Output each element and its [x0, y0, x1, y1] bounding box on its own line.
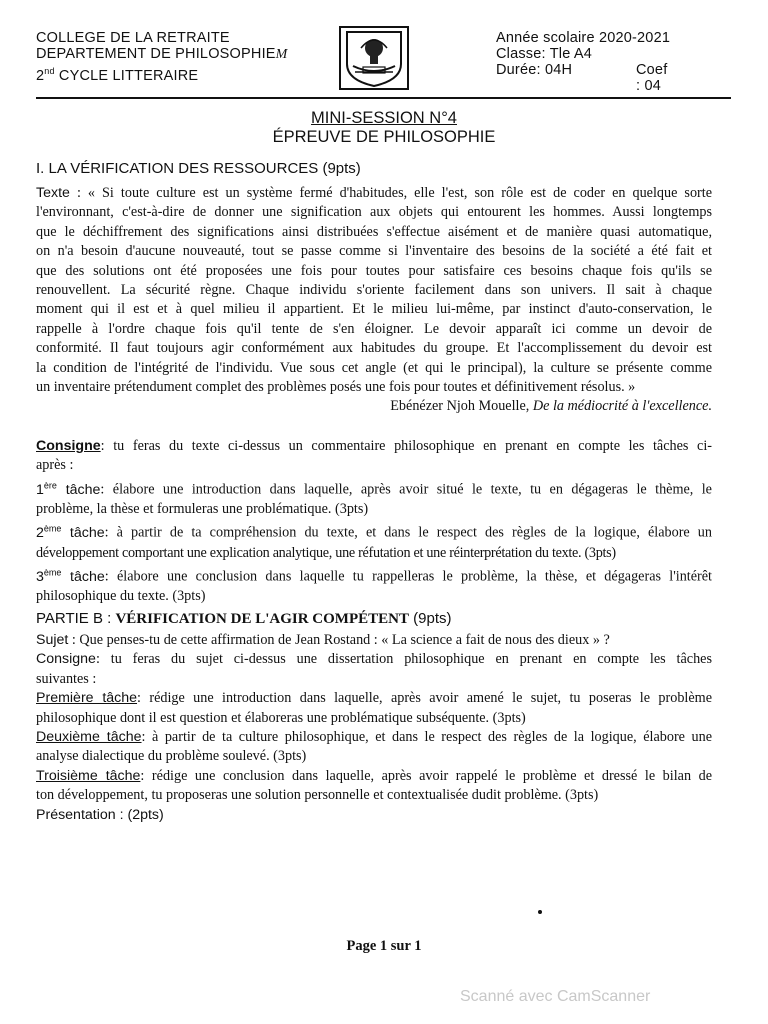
department-name: DEPARTEMENT DE PHILOSOPHIEM — [36, 46, 288, 62]
class-level: Classe: Tle A4 — [496, 46, 593, 62]
sujet-label: Sujet — [36, 632, 69, 648]
text-line: que le déchiffrement des significations ainsi distribuées s'effectue aisément et de manière quasi automatique, — [36, 223, 712, 240]
text-line: la condition de l'intégrité de l'individu. Vue sous cet angle (et qui le principal), la culture se présente comme — [36, 359, 712, 376]
task-2-line: analyse dialectique du problème soulevé. (3pts) — [36, 748, 307, 765]
task-1-line: philosophique dont il est question et élaboreras une problématique subséquente. (3pts) — [36, 709, 526, 726]
school-year: Année scolaire 2020-2021 — [496, 30, 671, 46]
section-2-heading: PARTIE B : VÉRIFICATION DE L'AGIR COMPÉTENT (9pts) — [36, 610, 452, 627]
camscanner-watermark: Scanné avec CamScanner — [460, 988, 651, 1005]
presentation-line: Présentation : (2pts) — [36, 806, 164, 823]
school-header — [36, 30, 288, 84]
task-1-line: Première tâche: rédige une introduction dans laquelle, après avoir amené le sujet, tu poseras le problème — [36, 690, 712, 707]
text-line: conformité. Il faut toujours agir conformément aux habitudes du groupe. Et l'accomplissement du devoir est — [36, 340, 712, 357]
text-line: que des solutions ont été proposées une fois pour toutes pour satisfaire ces besoins chaque fois qu'ils se — [36, 262, 712, 279]
text-line: un inventaire prétendument complet des problèmes posés une fois pour toutes et définitivement résolus. » — [36, 379, 636, 396]
header-divider — [36, 97, 731, 99]
task-2-line: 2ème tâche: à partir de ta compréhension du texte, et dans le respect des règles de la logique, élabore un — [36, 523, 712, 542]
text-line: rappelle à l'ordre chaque fois qu'il tente de s'en éloigner. Le devoir apparaît ici comme un devoir de — [36, 320, 712, 337]
text-line: Texte : « Si toute culture est un système fermé d'habitudes, elle l'est, son rôle est de coder en quelque sorte — [36, 185, 713, 201]
consigne-line: Consigne: tu feras du texte ci-dessus un commentaire philosophique en prenant en compte les tâches ci- — [36, 438, 712, 454]
text-line: on n'a besoin d'aucune nouveauté, tout se passe comme si l'inventaire des besoins de la société a été fait et — [36, 243, 712, 260]
task-3-line: philosophique du texte. (3pts) — [36, 588, 206, 605]
work-title: De la médiocrité à l'excellence. — [532, 398, 712, 415]
teacher-initials: M — [275, 47, 288, 62]
task-2-line: Deuxième tâche: à partir de ta culture philosophique, et dans le respect des règles de la logique, élabore une — [36, 729, 712, 746]
school-name: COLLEGE DE LA RETRAITE — [36, 30, 230, 46]
cycle-name: 2nd CYCLE LITTERAIRE — [36, 66, 199, 84]
texte-label: Texte — [36, 185, 70, 201]
session-title: MINI-SESSION N°4 — [311, 109, 457, 127]
task-1-line: 1ère tâche: élabore une introduction dans laquelle, après avoir situé le texte, tu en dégageras le thème, le — [36, 479, 712, 498]
coefficient: Coef : 04 — [636, 62, 668, 94]
task-3-line: 3ème tâche: élabore une conclusion dans laquelle tu rappelleras le problème, la thèse, et dégageras l'intérêt — [36, 566, 712, 585]
task-2-line: développement comportant une explication analytique, une réfutation et une réinterprétation du texte. (3pts) — [36, 544, 616, 561]
section-1-heading: I. LA VÉRIFICATION DES RESSOURCES (9pts) — [36, 160, 361, 177]
text-line: moment qui il est et à quel milieu il appartient. Et le milieu lui-même, par instinct d'auto-conservation, le — [36, 301, 712, 318]
duration-coef: Durée: 04H Coef : 04 — [496, 62, 670, 78]
text-citation — [36, 397, 712, 416]
exam-info — [496, 30, 671, 94]
text-line: renouvellent. La sécurité règne. Chaque individu s'oriente facilement dans son univers. Il sait à chaque — [36, 282, 712, 299]
exam-title — [0, 109, 768, 147]
page-number: Page 1 sur 1 — [346, 938, 422, 954]
task-3-line: ton développement, tu proposeras une solution personnelle et contextualisée dudit problème. (3pts) — [36, 787, 599, 804]
section-1-instructions — [36, 437, 712, 606]
subject-title: ÉPREUVE DE PHILOSOPHIE — [272, 128, 496, 146]
task-1-line: problème, la thèse et formuleras une problématique. (3pts) — [36, 500, 369, 517]
section-1-text — [36, 184, 712, 417]
sujet-line: Sujet : Que penses-tu de cette affirmation de Jean Rostand : « La science a fait de nous des dieux » ? — [36, 632, 610, 648]
section-2-instructions — [36, 631, 712, 825]
scan-speck — [538, 910, 542, 914]
consigne-line: après : — [36, 457, 74, 474]
consigne-label: Consigne — [36, 438, 101, 454]
text-line: l'environnant, c'est-à-dire de donner une signification aux objets qui entourent les hommes. Aussi longtemps — [36, 204, 712, 221]
author-name: Ebénézer Njoh Mouelle, — [390, 398, 533, 415]
consigne-line: suivantes : — [36, 670, 97, 687]
school-logo-icon — [339, 26, 409, 90]
consigne-label: Consigne — [36, 651, 96, 668]
consigne-line: Consigne: tu feras du sujet ci-dessus une dissertation philosophique en prenant en compte les tâches — [36, 651, 712, 668]
task-3-line: Troisième tâche: rédige une conclusion dans laquelle, après avoir rappelé le problème et dressé le bilan de — [36, 767, 712, 784]
